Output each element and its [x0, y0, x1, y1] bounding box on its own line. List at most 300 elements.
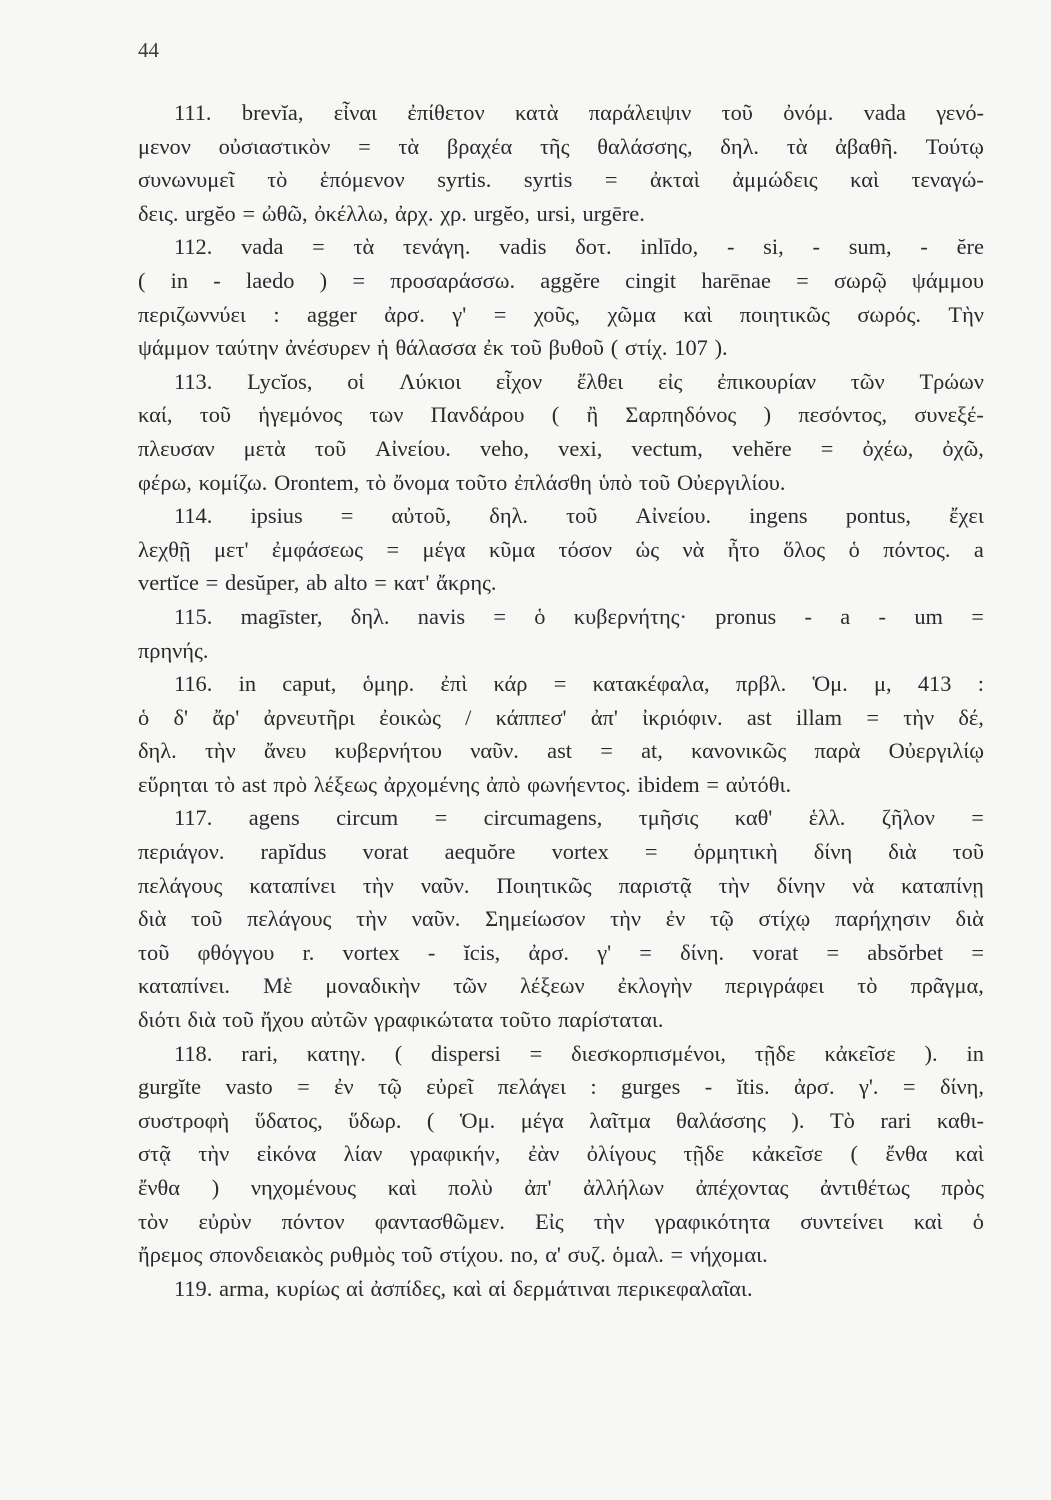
- text-line: [138, 835, 984, 869]
- word: κομίζω.: [198, 469, 268, 495]
- word: syrtis.: [437, 167, 492, 193]
- word: ἔνθα: [885, 1141, 928, 1167]
- word: μοναδικὴν: [325, 973, 421, 999]
- word: καὶ: [683, 301, 713, 327]
- word: vexi,: [558, 435, 603, 461]
- word: Ποιητικῶς: [496, 872, 592, 898]
- text-line: [138, 264, 984, 298]
- word: στᾷ: [138, 1141, 171, 1167]
- word: λέξεων: [520, 973, 585, 999]
- word: ἔνθα: [138, 1175, 180, 1200]
- word: πεσόντος,: [798, 402, 888, 428]
- word: =: [971, 603, 984, 629]
- word: =: [529, 1040, 543, 1066]
- word: =: [386, 536, 400, 562]
- word: =: [340, 503, 354, 529]
- word: ὁ: [534, 603, 546, 629]
- word: ζῆλον: [881, 805, 935, 831]
- word: brevĭa,: [241, 100, 304, 125]
- word: γ'.: [858, 1074, 879, 1100]
- word: συνεξέ-: [914, 402, 984, 428]
- word: (: [138, 267, 146, 293]
- word: καθι-: [936, 1107, 984, 1133]
- word: πρὸς: [941, 1175, 984, 1200]
- word: τοῦ: [199, 402, 231, 428]
- word: -: [726, 234, 735, 260]
- word: Τὸ: [829, 1107, 855, 1133]
- word: τὰ: [398, 133, 420, 159]
- word: ἐπικουρίαν: [717, 368, 817, 394]
- word: τῇδε: [683, 1141, 725, 1167]
- word: circum: [336, 805, 399, 831]
- word: gurges: [621, 1074, 681, 1100]
- word: Τούτῳ: [925, 133, 984, 159]
- word: Τὴν: [948, 301, 984, 327]
- word: τοῦ: [721, 100, 753, 125]
- word: alto: [333, 570, 368, 596]
- word: ρυθμὸς: [329, 1242, 395, 1268]
- word: 114.: [174, 503, 213, 529]
- word: μετ': [214, 536, 249, 562]
- word: αἱ: [488, 1275, 507, 1301]
- word: συστροφὴ: [138, 1107, 230, 1133]
- word: veho,: [479, 435, 530, 461]
- word: 115.: [174, 603, 213, 629]
- word: inlīdo,: [640, 234, 699, 260]
- word: agger: [307, 301, 357, 327]
- word: rapĭdus: [260, 839, 327, 865]
- word: δοτ.: [575, 234, 612, 260]
- word: εὐρεῖ: [426, 1074, 474, 1100]
- word: ὁ: [972, 1208, 984, 1234]
- word: συνωνυμεῖ: [138, 167, 235, 193]
- text-line: [138, 230, 984, 264]
- word: ἦτο: [727, 536, 760, 562]
- word: τῶν: [453, 973, 488, 999]
- word: λέξεως: [313, 771, 378, 797]
- word: =: [644, 839, 658, 865]
- word: στίχῳ: [758, 906, 811, 932]
- word: τὴν: [362, 872, 394, 898]
- word: τμῆσις: [638, 805, 699, 831]
- word: ἐμφάσεως: [271, 536, 364, 562]
- word: στίχου.: [439, 1242, 504, 1268]
- word: in: [238, 671, 257, 697]
- word: εἰκόνα: [256, 1141, 317, 1167]
- word: vada: [241, 234, 284, 260]
- word: ἄκρης.: [436, 570, 497, 596]
- word: =: [826, 939, 840, 965]
- word: πρᾶγμα,: [910, 973, 984, 999]
- word: αἱ: [346, 1275, 364, 1301]
- word: περιγράφει: [725, 973, 825, 999]
- word: ): [319, 267, 328, 293]
- word: -: [878, 603, 887, 629]
- word: arma,: [219, 1275, 270, 1301]
- text-line: [138, 969, 984, 1003]
- word: ἑπόμενον: [319, 167, 405, 193]
- word: κατηγ.: [306, 1040, 366, 1066]
- word: πρηνής.: [138, 637, 209, 663]
- text-line: [138, 365, 984, 399]
- word: ναῦν.: [411, 906, 461, 932]
- word: ἀκταὶ: [650, 167, 700, 193]
- word: δίνη.: [680, 939, 725, 965]
- word: ἤχου: [260, 1007, 304, 1033]
- text-line: [138, 566, 984, 600]
- word: δίνη,: [939, 1074, 984, 1100]
- word: δηλ.: [138, 738, 177, 764]
- word: Πανδάρου: [430, 402, 525, 428]
- word: ĭtis.: [736, 1074, 770, 1100]
- word: τενάγη.: [403, 234, 471, 260]
- word: =: [971, 805, 984, 831]
- word: magīster,: [240, 603, 323, 629]
- word: τοῦ: [952, 839, 984, 865]
- word: φέρω,: [138, 469, 192, 495]
- word: χοῦς,: [533, 301, 581, 327]
- word: ναῦν.: [420, 872, 470, 898]
- text-line: [138, 1137, 984, 1171]
- word: ὀλίγους: [586, 1141, 656, 1167]
- word: γραφικότητα: [654, 1208, 771, 1234]
- word: dispersi: [431, 1040, 501, 1066]
- text-line: [138, 1070, 984, 1104]
- word: circumagens,: [483, 805, 603, 831]
- word: vortex: [551, 839, 609, 865]
- word: ast: [241, 771, 267, 797]
- word: μετὰ: [243, 435, 286, 461]
- word: =: [312, 234, 325, 260]
- word: (: [394, 1040, 403, 1066]
- word: νηχομένους: [250, 1175, 357, 1200]
- word: διὰ: [955, 906, 984, 932]
- text-line: [138, 130, 984, 164]
- word: -: [804, 603, 812, 629]
- text-line: [138, 1003, 984, 1037]
- word: κάρ: [493, 671, 528, 697]
- word: (: [426, 1107, 435, 1133]
- word: χῶμα: [607, 301, 656, 327]
- word: συντείνει: [800, 1208, 884, 1234]
- text-line: [138, 1238, 984, 1272]
- word: no,: [510, 1242, 539, 1268]
- word: vasto: [225, 1074, 273, 1100]
- word: 113.: [174, 368, 213, 394]
- word: καταπίνει: [249, 872, 336, 898]
- word: διὰ: [187, 1007, 216, 1033]
- word: desŭper,: [225, 570, 300, 596]
- word: vortex: [342, 939, 400, 965]
- word: ἰκριόφιν.: [642, 704, 723, 730]
- word: ἀπ': [590, 704, 618, 730]
- word: rari,: [241, 1040, 278, 1066]
- word: πρβλ.: [735, 671, 787, 697]
- word: θάλασσα: [395, 335, 477, 361]
- word: ἐκ: [483, 335, 504, 361]
- text-line: [138, 163, 984, 197]
- word: vectum,: [631, 435, 703, 461]
- word: τὰ: [353, 234, 375, 260]
- word: παρὰ: [814, 738, 861, 764]
- word: εὐρὺν: [198, 1208, 252, 1234]
- word: 413: [917, 671, 952, 697]
- word: εἰς: [658, 368, 683, 394]
- word: προσαράσσω.: [390, 267, 516, 293]
- word: a: [973, 536, 984, 562]
- word: =: [639, 939, 652, 965]
- word: ἀβαθῆ.: [835, 133, 899, 159]
- word: vada: [863, 100, 906, 125]
- word: ἑλλ.: [808, 805, 846, 831]
- word: τῷ: [710, 906, 734, 932]
- word: ἡγεμόνος: [258, 402, 343, 428]
- word: οὐσιαστικὸν: [218, 133, 331, 159]
- word: ἄνευ: [264, 738, 307, 764]
- word: ἤρεμος: [138, 1242, 203, 1268]
- word: ταύτην: [215, 335, 279, 361]
- word: τοῦ: [314, 435, 347, 461]
- word: =: [242, 200, 256, 226]
- word: =: [604, 167, 618, 193]
- text-line: [138, 499, 984, 533]
- word: 119.: [174, 1275, 213, 1301]
- word: τὴν: [593, 1208, 625, 1234]
- word: δίνη: [813, 839, 853, 865]
- word: τῶν: [850, 368, 885, 394]
- text-line: [138, 701, 984, 735]
- word: γ': [452, 301, 467, 327]
- word: =: [493, 301, 507, 327]
- word: ἐὰν: [527, 1141, 560, 1167]
- word: ingens: [749, 503, 808, 529]
- word: κυβερνήτου: [334, 738, 443, 764]
- word: ).: [924, 1040, 938, 1066]
- word: εἶναι: [333, 100, 378, 125]
- word: τὴν: [198, 1141, 230, 1167]
- word: αὐτῶν: [310, 1007, 368, 1033]
- word: ναῦν.: [470, 738, 519, 764]
- word: περιζωννύει: [138, 301, 246, 327]
- word: παράλειψιν: [588, 100, 692, 125]
- word: περικεφαλαῖαι.: [617, 1275, 753, 1301]
- word: ὁ: [848, 536, 860, 562]
- word: navis: [417, 603, 466, 629]
- word: σωρῷ: [833, 267, 887, 293]
- word: illam: [796, 704, 843, 730]
- word: παρήχησιν: [835, 906, 931, 932]
- word: vorat: [752, 939, 799, 965]
- word: ἔλθει: [576, 368, 624, 394]
- text-line: [138, 398, 984, 432]
- word: πόντος.: [883, 536, 951, 562]
- word: ): [211, 1175, 220, 1200]
- word: κατ': [393, 570, 430, 596]
- word: κυρίως: [276, 1275, 340, 1301]
- word: δίνην: [776, 872, 826, 898]
- word: ὀνόμ.: [783, 100, 834, 125]
- word: ὀχῶ,: [942, 435, 984, 461]
- word: pontus,: [845, 503, 912, 529]
- text-line: [138, 298, 984, 332]
- word: δεις.: [138, 200, 179, 226]
- word: τῆς: [539, 133, 570, 159]
- word: =: [352, 267, 365, 293]
- word: γ': [597, 939, 612, 965]
- word: κυβερνήτης·: [573, 603, 687, 629]
- word: γραφικήν,: [409, 1141, 501, 1167]
- word: δ': [173, 704, 189, 730]
- word: τὴν: [718, 872, 750, 898]
- word: καὶ: [955, 1141, 984, 1167]
- word: :: [977, 671, 984, 697]
- word: εὕρηται: [138, 771, 209, 797]
- word: ἀμμώδεις: [732, 167, 818, 193]
- word: στίχ.: [624, 335, 668, 361]
- word: ὑπὸ: [598, 469, 633, 495]
- word: τὸ: [857, 973, 878, 999]
- word: τοῦ: [510, 335, 542, 361]
- word: -: [427, 939, 436, 965]
- word: τὴν: [610, 906, 642, 932]
- page-number: 44: [138, 38, 159, 62]
- word: τῷ: [378, 1074, 402, 1100]
- word: ): [763, 402, 772, 428]
- word: ἀνέσυρεν: [285, 335, 371, 361]
- word: ἀπέχοντας: [695, 1175, 789, 1200]
- word: δηλ.: [489, 503, 528, 529]
- word: μ,: [874, 671, 892, 697]
- word: cingit: [625, 267, 677, 293]
- word: πλευσαν: [138, 435, 215, 461]
- word: γενό-: [936, 100, 984, 125]
- word: Αἰνείου.: [635, 503, 712, 529]
- word: :: [590, 1074, 597, 1100]
- word: 116.: [174, 671, 213, 697]
- word: urgēre.: [582, 200, 645, 226]
- word: τοῦτο: [499, 1007, 552, 1033]
- word: caput,: [282, 671, 337, 697]
- text-line: [138, 1272, 984, 1306]
- word: vertĭce: [138, 570, 199, 596]
- word: μέγα: [422, 536, 466, 562]
- word: παριστᾷ: [618, 872, 692, 898]
- text-line: [138, 466, 984, 500]
- word: ἀπὸ: [486, 771, 521, 797]
- word: =: [866, 704, 879, 730]
- word: (: [850, 1141, 858, 1167]
- word: τεναγώ-: [911, 167, 984, 193]
- word: πολὺ: [448, 1175, 493, 1200]
- word: -: [704, 1074, 713, 1100]
- word: in: [170, 267, 189, 293]
- word: κἀκεῖσε: [824, 1040, 896, 1066]
- text-line: [138, 197, 984, 231]
- word: ab: [306, 570, 328, 596]
- word: νήχομαι.: [689, 1242, 768, 1268]
- word: a: [840, 603, 851, 629]
- word: ἐπίθετον: [407, 100, 485, 125]
- word: νὰ: [852, 872, 875, 898]
- word: =: [297, 1074, 310, 1100]
- word: μέγα: [520, 1107, 564, 1133]
- word: absŏrbet: [867, 939, 944, 965]
- word: ĭcis,: [463, 939, 501, 965]
- word: -: [812, 234, 820, 260]
- word: τὸ: [214, 771, 236, 797]
- word: πελάγους: [247, 906, 332, 932]
- word: =: [358, 133, 371, 159]
- word: =: [600, 738, 613, 764]
- word: βυθοῦ: [548, 335, 604, 361]
- word: τοῦ: [566, 503, 598, 529]
- word: ὁρμητικὴ: [693, 839, 778, 865]
- word: vehĕre: [731, 435, 792, 461]
- word: ὁμαλ.: [612, 1242, 664, 1268]
- word: ψάμμον: [138, 335, 210, 361]
- text-line: [138, 96, 984, 130]
- word: ἐν: [665, 906, 686, 932]
- word: εἶχον: [495, 368, 543, 394]
- word: =: [796, 267, 809, 293]
- word: ἡ: [377, 335, 389, 361]
- word: α': [545, 1242, 561, 1268]
- word: ποιητικῶς: [739, 301, 830, 327]
- word: λεχθῇ: [138, 536, 191, 562]
- word: δηλ.: [350, 603, 390, 629]
- word: urgĕo,: [473, 200, 530, 226]
- word: Lycĭos,: [247, 368, 313, 394]
- word: Ὁμ.: [812, 671, 848, 697]
- word: νὰ: [682, 536, 705, 562]
- word: φθόγγου: [197, 939, 275, 965]
- word: ἀσπίδες,: [370, 1275, 447, 1301]
- word: καὶ: [387, 1175, 417, 1200]
- word: -: [920, 234, 928, 260]
- word: τὴν: [204, 738, 236, 764]
- text-line: [138, 634, 984, 668]
- word: =: [205, 570, 219, 596]
- word: θαλάσσης: [676, 1107, 766, 1133]
- word: r.: [302, 939, 315, 965]
- word: οἱ: [347, 368, 365, 394]
- text-line: [138, 1037, 984, 1071]
- word: (: [551, 402, 560, 428]
- word: ἀρνευτῆρι: [263, 704, 356, 730]
- word: ἀρσ.: [384, 301, 425, 327]
- word: παρίσταται.: [558, 1007, 664, 1033]
- word: κανονικῶς: [691, 738, 787, 764]
- word: θαλάσσης,: [597, 133, 693, 159]
- word: =: [971, 939, 984, 965]
- word: τὴν: [903, 704, 935, 730]
- word: των: [369, 402, 404, 428]
- word: φωνήεντος.: [527, 771, 631, 797]
- word: ὡς: [635, 536, 660, 562]
- text-line: [138, 1171, 984, 1205]
- text-line: [138, 801, 984, 835]
- word: αὐτόθι.: [725, 771, 792, 797]
- word: τοῦ: [138, 939, 170, 965]
- word: ).: [714, 335, 728, 361]
- word: ἀπ': [524, 1175, 552, 1200]
- word: harēnae: [701, 267, 771, 293]
- word: συζ.: [567, 1242, 606, 1268]
- word: τοῦ: [191, 906, 223, 932]
- word: ἐπλάσθη: [514, 469, 592, 495]
- word: syrtis: [523, 167, 573, 193]
- text-line: [138, 734, 984, 768]
